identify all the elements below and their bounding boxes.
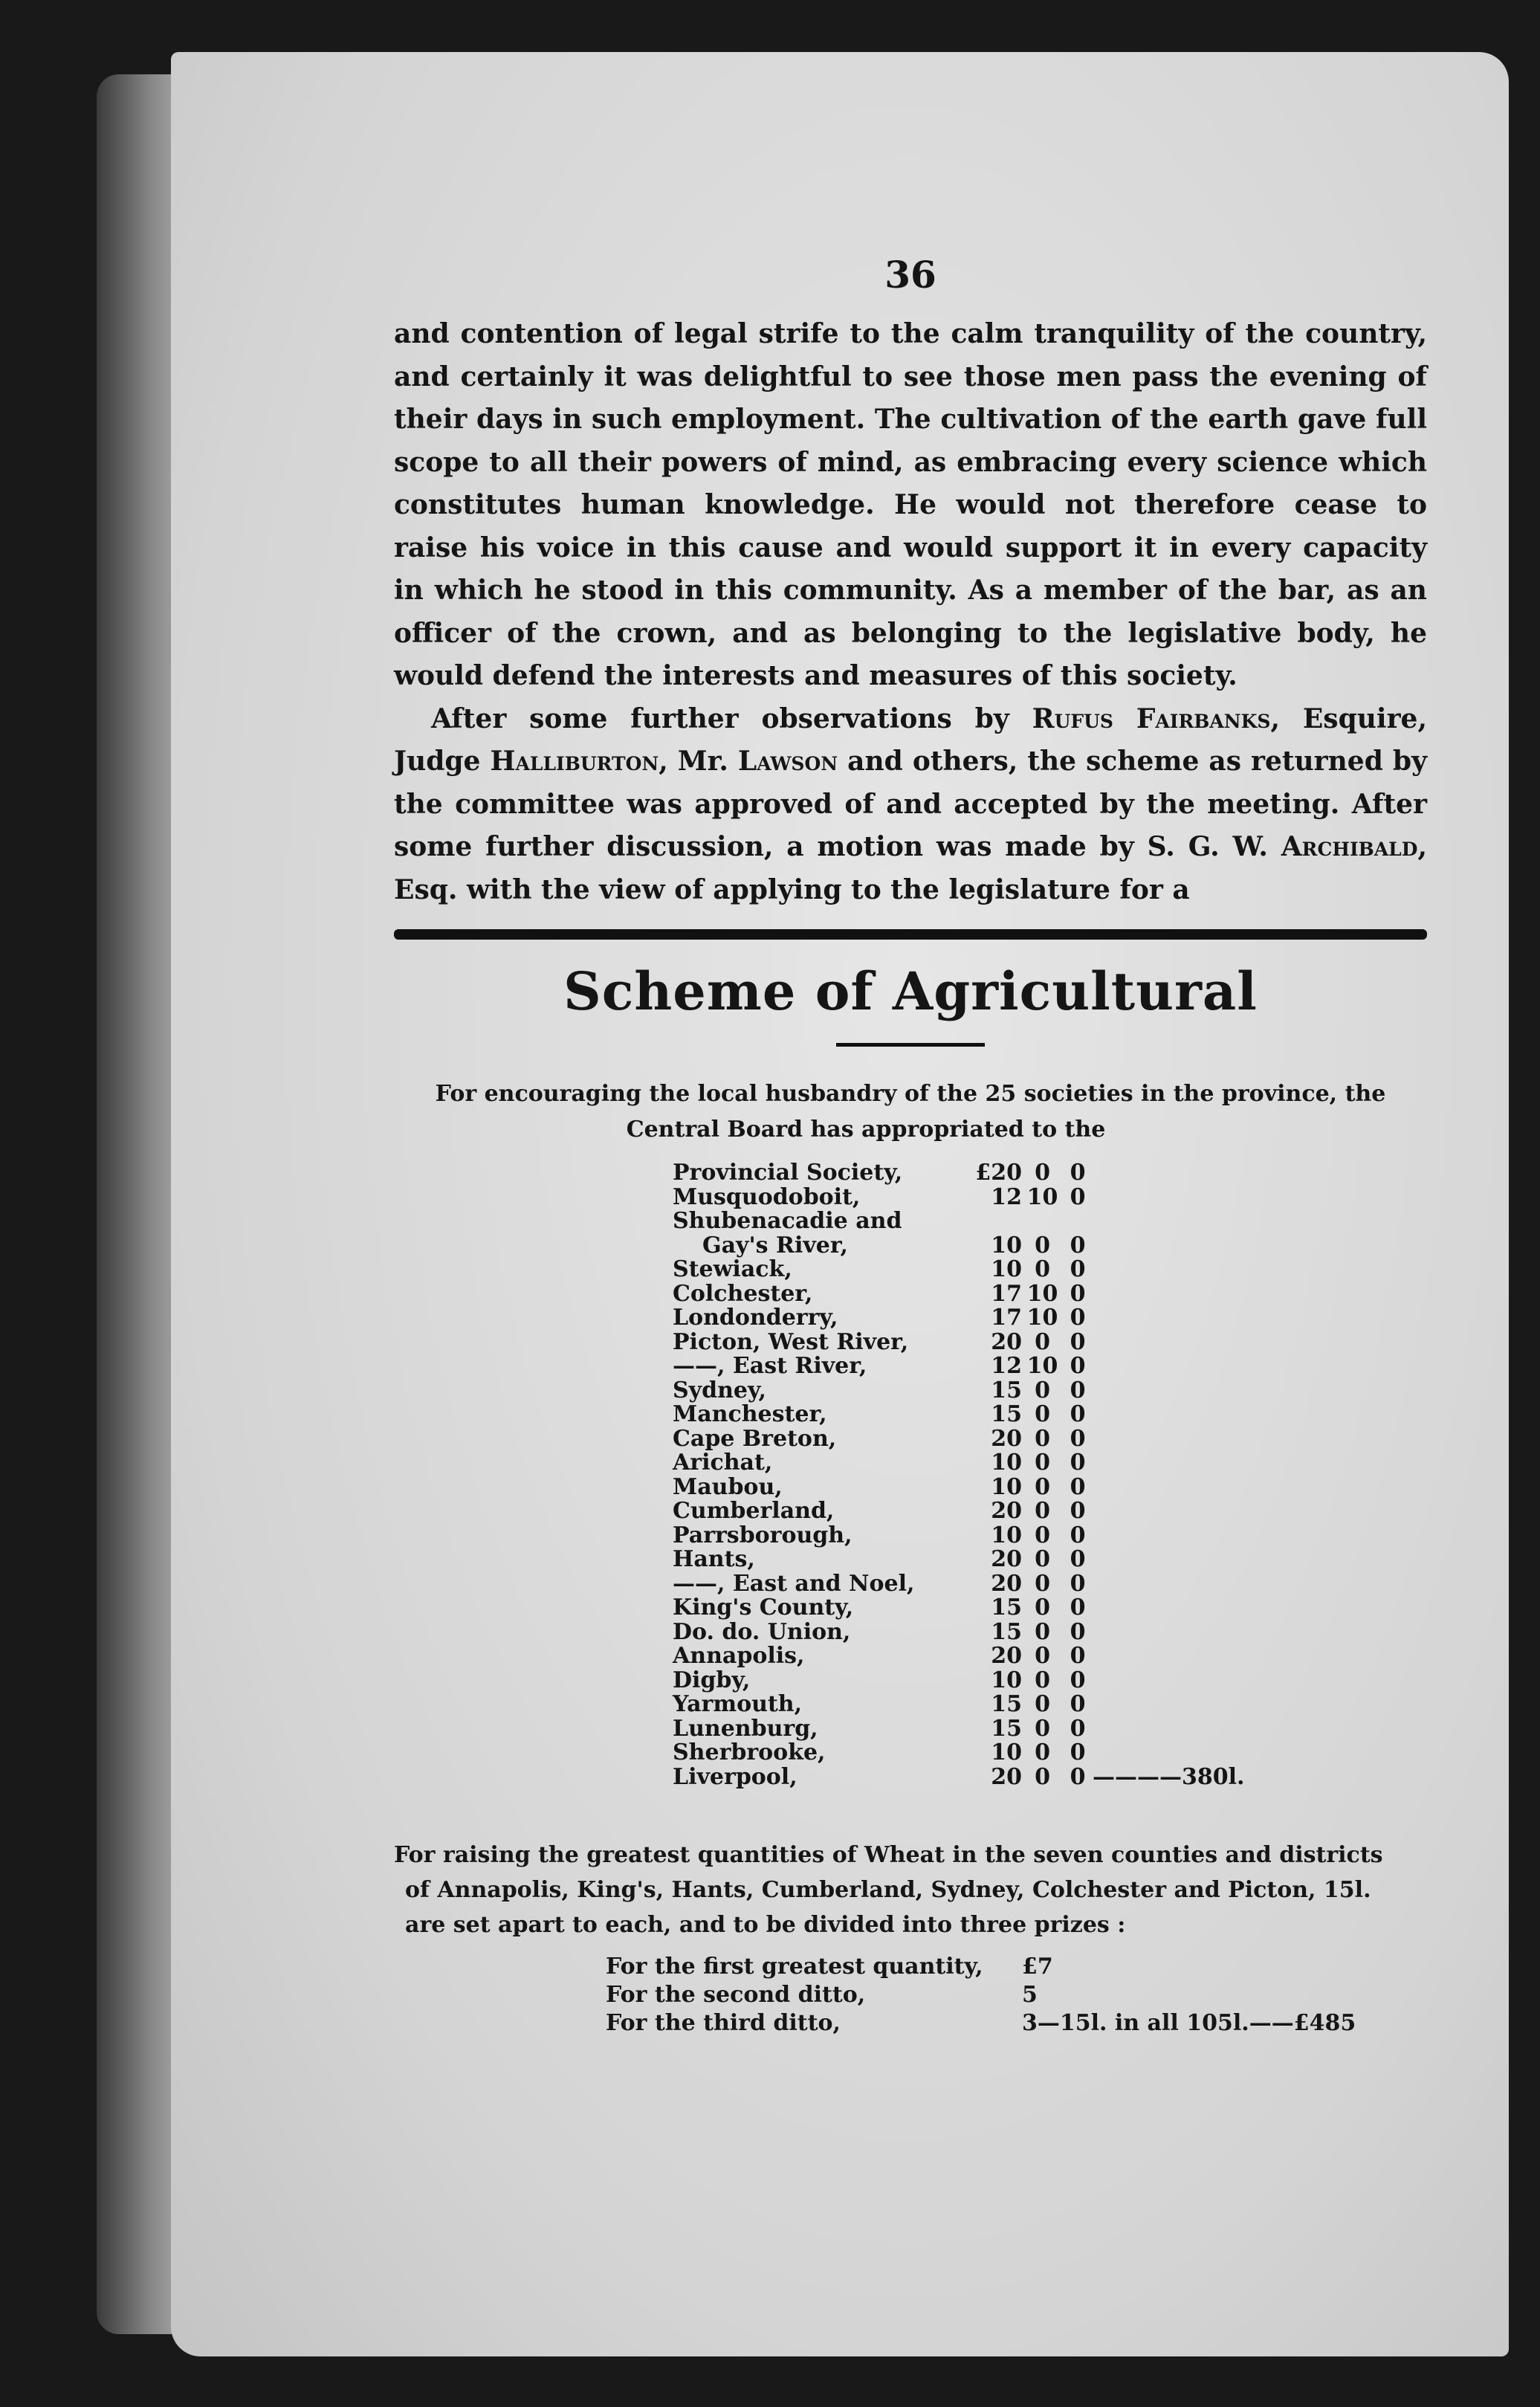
allocation-table xyxy=(673,1161,1244,1789)
shillings-value xyxy=(1022,1209,1063,1234)
pounds-value: 10 xyxy=(991,1473,1022,1500)
pence-value: 0 xyxy=(1070,1498,1086,1524)
total-value xyxy=(1093,1234,1244,1259)
shillings-value: 10 xyxy=(1026,1305,1058,1331)
pence-value: 0 xyxy=(1070,1715,1086,1742)
pence-value: 0 xyxy=(1070,1256,1086,1282)
text-line: to raise his voice in this cause and would support it in every capacity xyxy=(394,489,1427,563)
pence-value: 0 xyxy=(1070,1691,1086,1717)
pence-value: 0 xyxy=(1070,1425,1086,1452)
prize-amount: £7 xyxy=(1022,1954,1053,1980)
shillings-value: 0 xyxy=(1035,1425,1050,1452)
table-row xyxy=(673,1451,1244,1476)
society-name: Cape Breton, xyxy=(673,1425,837,1452)
total-value xyxy=(1093,1621,1244,1645)
pounds-value: 20 xyxy=(991,1425,1022,1452)
total-value xyxy=(1093,1499,1244,1524)
shillings-value: 0 xyxy=(1035,1618,1050,1645)
society-name: Arichat, xyxy=(673,1450,773,1476)
society-name: Parrsborough, xyxy=(673,1522,852,1548)
text-line: an officer of the crown, and as belonging to the legislative body, he xyxy=(394,575,1427,649)
society-name: Lunenburg, xyxy=(673,1715,818,1742)
pence-value: 0 xyxy=(1070,1643,1086,1669)
pence-value: 0 xyxy=(1070,1595,1086,1621)
pounds-value: 10 xyxy=(991,1739,1022,1765)
total-value xyxy=(1093,1596,1244,1621)
total-value xyxy=(1093,1451,1244,1476)
pounds-value: 12 xyxy=(991,1183,1022,1210)
pounds-value: 12 xyxy=(991,1353,1022,1379)
pence-value: 0 xyxy=(1070,1546,1086,1572)
table-row xyxy=(673,1161,1244,1186)
person-name: Halliburton xyxy=(490,746,659,777)
total-value xyxy=(1093,1548,1244,1572)
table-row xyxy=(673,1476,1244,1500)
text-line: in which he stood in this community. As a member of the bar, as xyxy=(394,575,1379,606)
society-name: Yarmouth, xyxy=(673,1691,803,1717)
total-value xyxy=(1093,1186,1244,1210)
text-run: , Mr. xyxy=(659,746,738,777)
intro-text xyxy=(394,1076,1427,1148)
pence-value: 0 xyxy=(1070,1232,1086,1259)
pence-value: 0 xyxy=(1070,1183,1086,1210)
table-row xyxy=(673,1186,1244,1210)
pounds-value: 17 xyxy=(991,1305,1022,1331)
paragraph-1 xyxy=(394,313,1427,698)
pounds-value: 20 xyxy=(991,1546,1022,1572)
text-line: and contention of legal strife to the calm tranquility of the country, xyxy=(394,318,1427,349)
total-value: ————380l. xyxy=(1093,1763,1245,1790)
pounds-value: 15 xyxy=(991,1401,1022,1427)
text-run: After some further observations by xyxy=(431,702,1032,734)
page-number: 36 xyxy=(884,253,936,297)
society-name: Picton, West River, xyxy=(673,1328,909,1355)
society-name: Provincial Society, xyxy=(673,1160,903,1186)
table-row xyxy=(673,1644,1244,1669)
shillings-value: 0 xyxy=(1035,1691,1050,1717)
shillings-value: 0 xyxy=(1035,1377,1050,1403)
society-name: Stewiack, xyxy=(673,1256,792,1282)
page-content xyxy=(394,253,1427,2038)
table-row xyxy=(606,1953,1356,1981)
table-row xyxy=(606,2009,1356,2038)
table-row xyxy=(673,1331,1244,1355)
person-name: Rufus Fairbanks xyxy=(1032,702,1271,734)
table-row xyxy=(673,1717,1244,1742)
wheat-prizes-text xyxy=(394,1838,1427,1942)
total-value xyxy=(1093,1282,1244,1307)
prize-amount: 3—15l. in all 105l.——£485 xyxy=(1022,2010,1356,2036)
shillings-value: 0 xyxy=(1035,1522,1050,1548)
pounds-value: 10 xyxy=(991,1232,1022,1259)
shillings-value: 0 xyxy=(1035,1570,1050,1597)
society-name: Manchester, xyxy=(673,1401,827,1427)
pounds-value: 15 xyxy=(991,1715,1022,1742)
prizes-table xyxy=(606,1953,1356,2038)
text-line: For raising the greatest quantities of Wheat in the seven counties and districts xyxy=(394,1842,1383,1868)
society-name: Musquodoboit, xyxy=(673,1183,861,1210)
pence-value: 0 xyxy=(1070,1160,1086,1186)
pounds-value: 15 xyxy=(991,1691,1022,1717)
shillings-value: 0 xyxy=(1035,1546,1050,1572)
pence-value: 0 xyxy=(1070,1667,1086,1693)
person-name: Archibald xyxy=(1281,831,1418,862)
total-value xyxy=(1093,1524,1244,1548)
shillings-value: 0 xyxy=(1035,1739,1050,1765)
society-name: Gay's River, xyxy=(702,1232,848,1259)
paragraph-2 xyxy=(394,698,1427,912)
pence-value xyxy=(1063,1209,1093,1234)
pence-value: 0 xyxy=(1070,1328,1086,1355)
table-row xyxy=(673,1765,1244,1790)
prize-label: For the second ditto, xyxy=(606,1982,866,2008)
table-row xyxy=(673,1403,1244,1427)
society-name: Sherbrooke, xyxy=(673,1739,826,1765)
pence-value: 0 xyxy=(1070,1473,1086,1500)
table-row xyxy=(673,1524,1244,1548)
pounds-value: 10 xyxy=(991,1522,1022,1548)
pounds-value: 20 xyxy=(991,1328,1022,1355)
total-value xyxy=(1093,1693,1244,1717)
table-row xyxy=(673,1621,1244,1645)
shillings-value: 0 xyxy=(1035,1256,1050,1282)
table-row xyxy=(673,1596,1244,1621)
pence-value: 0 xyxy=(1070,1280,1086,1307)
text-run: , Esquire, Judge xyxy=(394,702,1427,777)
shillings-value: 0 xyxy=(1035,1595,1050,1621)
society-name: Liverpool, xyxy=(673,1763,798,1790)
total-value xyxy=(1093,1644,1244,1669)
total-value xyxy=(1093,1379,1244,1403)
table-row xyxy=(673,1741,1244,1765)
text-line: would defend the interests and measures of this society. xyxy=(394,660,1238,691)
table-row xyxy=(673,1499,1244,1524)
pounds-value: 15 xyxy=(991,1595,1022,1621)
pounds-value: 17 xyxy=(991,1280,1022,1307)
intro-line: Central Board has appropriated to the xyxy=(626,1117,1106,1143)
table-row xyxy=(673,1669,1244,1693)
table-row xyxy=(673,1354,1244,1379)
total-value xyxy=(1093,1669,1244,1693)
total-value xyxy=(1093,1403,1244,1427)
shillings-value: 0 xyxy=(1035,1473,1050,1500)
section-heading: Scheme of Agricultural xyxy=(563,960,1258,1022)
society-name: Colchester, xyxy=(673,1280,813,1307)
pounds-value: 10 xyxy=(991,1256,1022,1282)
pence-value: 0 xyxy=(1070,1763,1086,1790)
total-value xyxy=(1093,1572,1244,1597)
society-name: Annapolis, xyxy=(673,1643,805,1669)
society-name: ——, East and Noel, xyxy=(673,1570,915,1597)
text-line: of Annapolis, King's, Hants, Cumberland, Sydney, Colchester and Picton, 15l. xyxy=(405,1877,1371,1903)
table-row xyxy=(673,1693,1244,1717)
society-name: King's County, xyxy=(673,1595,854,1621)
shillings-value: 0 xyxy=(1035,1763,1050,1790)
short-divider xyxy=(836,1043,985,1047)
pounds-value: 15 xyxy=(991,1377,1022,1403)
table-row xyxy=(606,1981,1356,2009)
text-run: , Esq. with the view of applying to the legislature for a xyxy=(394,831,1427,905)
table-row xyxy=(673,1379,1244,1403)
pounds-value: 20 xyxy=(991,1643,1022,1669)
text-line: are set apart to each, and to be divided into three prizes : xyxy=(405,1912,1126,1938)
pence-value: 0 xyxy=(1070,1305,1086,1331)
shillings-value: 10 xyxy=(1026,1183,1058,1210)
shillings-value: 0 xyxy=(1035,1715,1050,1742)
total-value xyxy=(1093,1306,1244,1331)
total-value xyxy=(1093,1717,1244,1742)
prize-amount: 5 xyxy=(1022,1982,1038,2008)
society-name: Do. do. Union, xyxy=(673,1618,851,1645)
total-value xyxy=(1093,1161,1244,1186)
shillings-value: 10 xyxy=(1026,1353,1058,1379)
total-value xyxy=(1093,1209,1244,1234)
table-row xyxy=(673,1234,1244,1259)
text-run: and others, the scheme as returned by the committee was approved of and accepted by the meeting. After some further discussion, a motion was made by S. G. W. xyxy=(394,746,1427,862)
shillings-value: 10 xyxy=(1026,1280,1058,1307)
shillings-value: 0 xyxy=(1035,1232,1050,1259)
pounds-value: 20 xyxy=(991,1498,1022,1524)
shillings-value: 0 xyxy=(1035,1667,1050,1693)
shillings-value: 0 xyxy=(1035,1401,1050,1427)
intro-line: For encouraging the local husbandry of the 25 societies in the province, the xyxy=(435,1081,1386,1107)
pence-value: 0 xyxy=(1070,1522,1086,1548)
pounds-value: 15 xyxy=(991,1618,1022,1645)
table-row xyxy=(673,1548,1244,1572)
total-value xyxy=(1093,1331,1244,1355)
pounds-value: 10 xyxy=(991,1450,1022,1476)
society-name: Sydney, xyxy=(673,1377,766,1403)
society-name: Hants, xyxy=(673,1546,755,1572)
pence-value: 0 xyxy=(1070,1377,1086,1403)
pounds-value: 20 xyxy=(991,1763,1022,1790)
person-name: Lawson xyxy=(737,746,838,777)
shillings-value: 0 xyxy=(1035,1498,1050,1524)
pence-value: 0 xyxy=(1070,1570,1086,1597)
shillings-value: 0 xyxy=(1035,1450,1050,1476)
pounds-value: £20 xyxy=(975,1160,1022,1186)
society-name: Digby, xyxy=(673,1667,751,1693)
pounds-value: 20 xyxy=(991,1570,1022,1597)
table-row xyxy=(673,1209,1244,1234)
table-row xyxy=(673,1427,1244,1452)
prize-label: For the first greatest quantity, xyxy=(606,1954,983,1980)
text-line: their days in such employment. The cultivation of the earth gave xyxy=(394,404,1367,435)
society-name: Maubou, xyxy=(673,1473,783,1500)
prize-label: For the third ditto, xyxy=(606,2010,841,2036)
pence-value: 0 xyxy=(1070,1450,1086,1476)
pounds-value xyxy=(970,1209,1022,1234)
thick-divider xyxy=(394,929,1427,940)
total-value xyxy=(1093,1476,1244,1500)
total-value xyxy=(1093,1258,1244,1282)
text-line: full scope to all their powers of mind, as embracing every science xyxy=(394,404,1427,478)
society-name: Londonderry, xyxy=(673,1305,838,1331)
table-row xyxy=(673,1306,1244,1331)
pence-value: 0 xyxy=(1070,1739,1086,1765)
shillings-value: 0 xyxy=(1035,1643,1050,1669)
text-line: which constitutes human knowledge. He would not therefore cease xyxy=(394,446,1427,520)
shillings-value: 0 xyxy=(1035,1160,1050,1186)
table-row xyxy=(673,1258,1244,1282)
shillings-value: 0 xyxy=(1035,1328,1050,1355)
table-row xyxy=(673,1572,1244,1597)
pence-value: 0 xyxy=(1070,1353,1086,1379)
pence-value: 0 xyxy=(1070,1401,1086,1427)
society-name: Cumberland, xyxy=(673,1498,835,1524)
society-name: Shubenacadie and xyxy=(673,1208,902,1234)
society-name: ——, East River, xyxy=(673,1353,867,1379)
total-value xyxy=(1093,1741,1244,1765)
text-line: and certainly it was delightful to see those men pass the evening of xyxy=(394,361,1427,392)
total-value xyxy=(1093,1427,1244,1452)
body-text xyxy=(394,313,1427,911)
table-row xyxy=(673,1282,1244,1307)
pounds-value: 10 xyxy=(991,1667,1022,1693)
pence-value: 0 xyxy=(1070,1618,1086,1645)
total-value xyxy=(1093,1354,1244,1379)
